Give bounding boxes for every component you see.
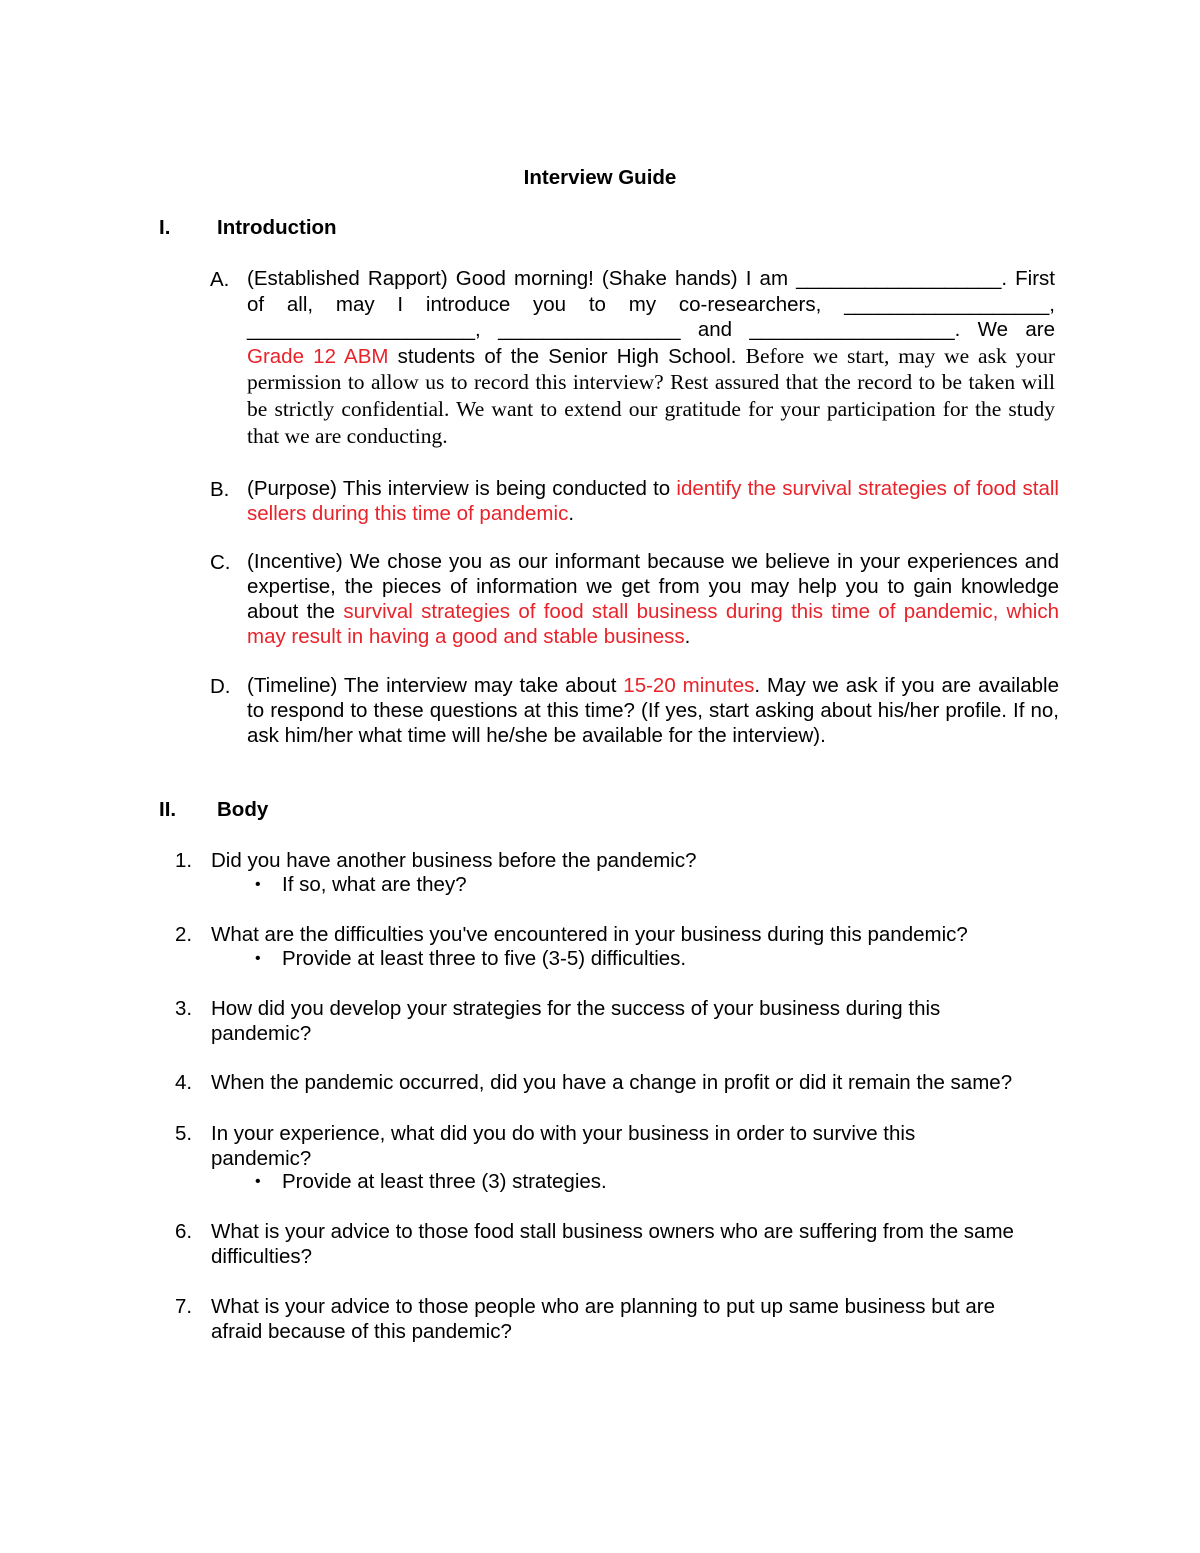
question-number: 7. — [175, 1295, 193, 1318]
question-number: 4. — [175, 1071, 193, 1094]
intro-a-text-1: (Established Rapport) Good morning! (Shake hands) I am __________________. First of all, may I introduce you to my co-researchers, __________________, ____________________, ________________ and __________________. We are — [247, 267, 1055, 341]
intro-paragraph-b — [247, 476, 1059, 526]
question-number: 2. — [175, 923, 193, 946]
intro-paragraph-d — [247, 673, 1059, 748]
intro-a-text-3: Before we start, may we ask your permission to allow us to record this interview? Rest assured that the record to be taken will be strictly confidential. We want to extend our gratitude for your participation for the study that we are conducting. — [247, 343, 1055, 448]
question-text: Did you have another business before the pandemic? — [211, 849, 697, 872]
question-text: When the pandemic occurred, did you have a change in profit or did it remain the same? — [211, 1071, 1013, 1094]
question-subpoint: If so, what are they? — [282, 873, 467, 896]
question-text: In your experience, what did you do with your business in order to survive this pandemic? — [211, 1122, 916, 1170]
intro-c-text-1: (Incentive) We chose you as our informant because we believe in your experiences and expertise, the pieces of information we get from you may help you to gain knowledge about the — [247, 550, 1059, 623]
section-title-introduction: Introduction — [217, 216, 337, 239]
intro-paragraph-c — [247, 549, 1059, 649]
question-text: How did you develop your strategies for the success of your business during this pandemic? — [211, 997, 941, 1045]
bullet-glyph: • — [255, 1173, 261, 1190]
question-number: 3. — [175, 997, 193, 1020]
question-number: 1. — [175, 849, 193, 872]
bullet-glyph: • — [255, 950, 261, 967]
intro-b-text-1: (Purpose) This interview is being conducted to — [247, 477, 677, 500]
question-number: 5. — [175, 1122, 193, 1145]
intro-paragraph-a — [247, 266, 1055, 449]
question-text: What is your advice to those food stall business owners who are suffering from the same difficulties? — [211, 1220, 1014, 1268]
intro-b-highlight: identify the survival strategies of food stall sellers during this time of pandemic — [247, 477, 1059, 525]
intro-item-letter-b: B. — [210, 478, 230, 501]
intro-a-text-2: students of the Senior High School. — [388, 344, 746, 368]
intro-a-highlight: Grade 12 ABM — [247, 344, 389, 368]
question-subpoint: Provide at least three (3) strategies. — [282, 1170, 607, 1193]
question-subpoint: Provide at least three to five (3-5) difficulties. — [282, 947, 687, 970]
intro-d-highlight: 15-20 minutes — [623, 674, 755, 697]
intro-c-text-2: . — [684, 625, 691, 648]
question-text: What is your advice to those people who are planning to put up same business but are afraid because of this pandemic? — [211, 1295, 996, 1343]
intro-d-text-2: . May we ask if you are available to respond to these questions at this time? (If yes, start asking about his/her profile. If no, ask him/her what time will he/she be available for the interview). — [247, 674, 1059, 747]
section-number-introduction: I. — [159, 216, 171, 239]
intro-d-text-1: (Timeline) The interview may take about — [247, 674, 624, 697]
intro-b-text-2: . — [568, 502, 575, 525]
intro-item-letter-a: A. — [210, 268, 230, 291]
intro-c-highlight: survival strategies of food stall business during this time of pandemic, which may result in having a good and stable business — [247, 600, 1059, 648]
question-number: 6. — [175, 1220, 193, 1243]
section-number-body: II. — [159, 798, 177, 821]
section-title-body: Body — [217, 798, 269, 821]
document-title: Interview Guide — [523, 166, 677, 189]
bullet-glyph: • — [255, 876, 261, 893]
question-text: What are the difficulties you've encountered in your business during this pandemic? — [211, 923, 968, 946]
intro-item-letter-d: D. — [210, 675, 231, 698]
intro-item-letter-c: C. — [210, 551, 231, 574]
